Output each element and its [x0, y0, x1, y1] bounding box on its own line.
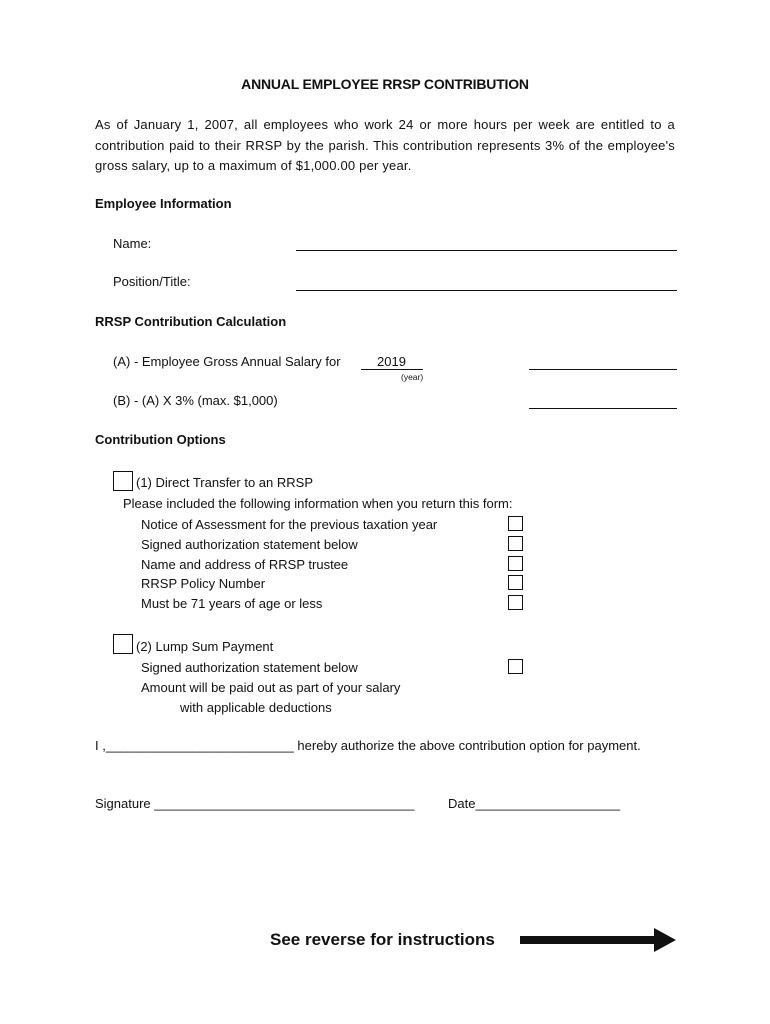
position-label: Position/Title:	[113, 274, 191, 289]
employee-info-heading: Employee Information	[95, 196, 232, 211]
option1-item: Must be 71 years of age or less	[141, 596, 323, 611]
arrow-right-icon	[520, 927, 678, 953]
option1-item: Notice of Assessment for the previous taxation year	[141, 517, 438, 532]
salary-amount-field[interactable]	[529, 369, 677, 370]
intro-paragraph: As of January 1, 2007, all employees who work 24 or more hours per week are entitled to a contribution paid to their RRSP by the parish. This contribution represents 3% of the employee's gross salary, up to a maximum of $1,000.00 per year.	[95, 117, 675, 173]
signature-line[interactable]: Signature ____________________________________	[95, 796, 415, 811]
form-title: ANNUAL EMPLOYEE RRSP CONTRIBUTION	[241, 76, 529, 92]
salary-label: (A) - Employee Gross Annual Salary for	[113, 354, 341, 369]
year-caption: (year)	[401, 372, 424, 382]
name-field[interactable]	[296, 250, 677, 251]
option2-checkbox[interactable]	[113, 634, 133, 654]
authorization-statement: I ,__________________________ hereby authorize the above contribution option for payment.	[95, 738, 641, 753]
option1-item: Name and address of RRSP trustee	[141, 557, 349, 572]
option1-instruction: Please included the following information when you return this form:	[123, 496, 513, 511]
see-reverse-text: See reverse for instructions	[270, 930, 495, 949]
option2-sub-item: with applicable deductions	[180, 700, 332, 715]
option1-item: RRSP Policy Number	[141, 576, 266, 591]
year-value: 2019	[377, 354, 406, 369]
calculation-heading: RRSP Contribution Calculation	[95, 314, 287, 329]
option1-item-checkbox[interactable]	[508, 575, 523, 590]
contribution-label: (B) - (A) X 3% (max. $1,000)	[113, 393, 278, 408]
option2-item-checkbox[interactable]	[508, 659, 523, 674]
date-line[interactable]: Date____________________	[448, 796, 621, 811]
option1-item: Signed authorization statement below	[141, 537, 358, 552]
option1-item-checkbox[interactable]	[508, 595, 523, 610]
contribution-amount-field[interactable]	[529, 408, 677, 409]
option1-item-checkbox[interactable]	[508, 516, 523, 531]
position-field[interactable]	[296, 290, 677, 291]
option1-checkbox[interactable]	[113, 471, 133, 491]
option1-label: (1) Direct Transfer to an RRSP	[136, 475, 313, 490]
option1-item-checkbox[interactable]	[508, 556, 523, 571]
year-field[interactable]	[361, 369, 423, 370]
option2-item: Signed authorization statement below	[141, 660, 358, 675]
option2-label: (2) Lump Sum Payment	[136, 639, 274, 654]
option1-item-checkbox[interactable]	[508, 536, 523, 551]
option2-item: Amount will be paid out as part of your salary	[141, 680, 401, 695]
name-label: Name:	[113, 236, 152, 251]
options-heading: Contribution Options	[95, 432, 226, 447]
